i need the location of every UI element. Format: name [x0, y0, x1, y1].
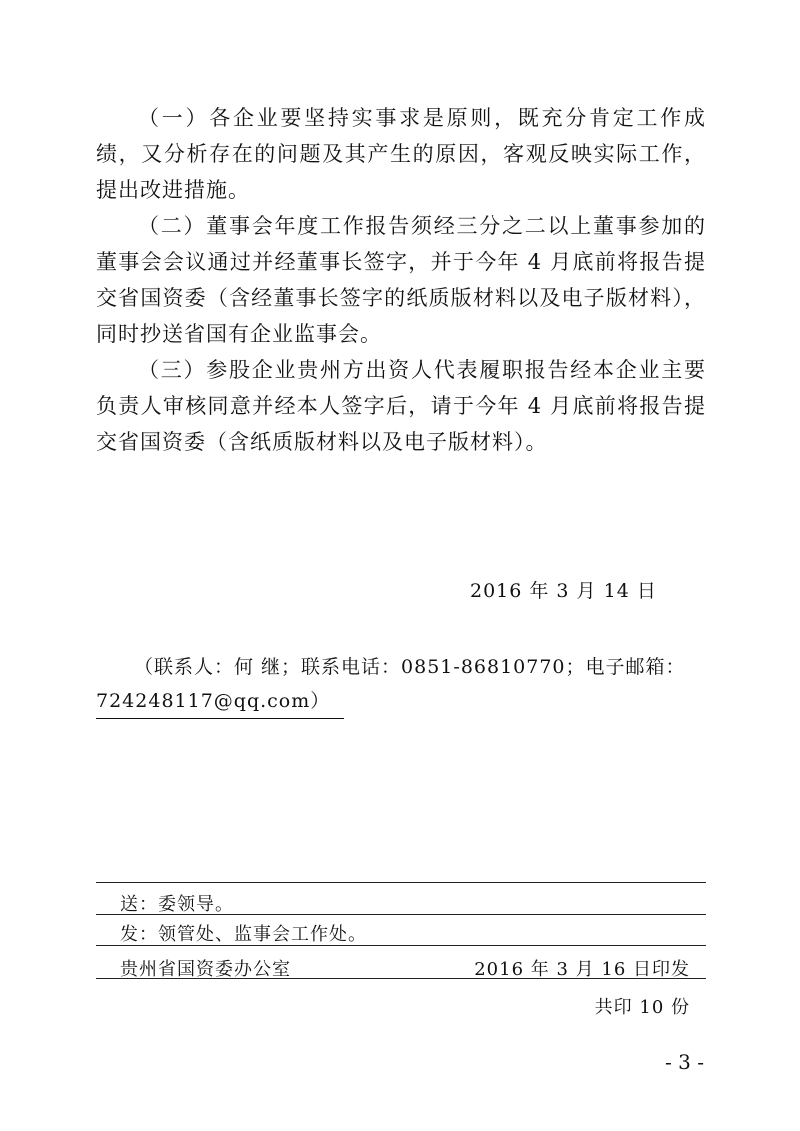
divider: [96, 945, 706, 946]
contact-line: （联系人：何 继；联系电话：0851-86810770；电子邮箱：: [134, 656, 686, 678]
paragraph-2: （二）董事会年度工作报告须经三分之二以上董事参加的董事会会议通过并经董事长签字，并于今年 4 月底前将报告提交省国资委（含经董事长签字的纸质版材料以及电子版材料），同时抄送省国有企业监事会。: [96, 214, 706, 346]
contact-info: [96, 650, 716, 719]
paragraph-3: （三）参股企业贵州方出资人代表履职报告经本企业主要负责人审核同意并经本人签字后，请于今年 4 月底前将报告提交省国资委（含纸质版材料以及电子版材料）。: [96, 358, 706, 454]
issue-date: 2016 年 3 月 16 日印发: [474, 959, 690, 980]
issuing-office: 贵州省国资委办公室: [120, 959, 291, 980]
divider: [96, 914, 706, 915]
paragraph-1: （一）各企业要坚持实事求是原则，既充分肯定工作成绩，又分析存在的问题及其产生的原因，客观反映实际工作，提出改进措施。: [96, 106, 706, 202]
issue-to: 发：领管处、监事会工作处。: [120, 924, 367, 945]
send-to: 送：委领导。: [120, 894, 234, 915]
page-number: - 3 -: [665, 1050, 704, 1074]
copy-count: 共印 10 份: [594, 997, 690, 1018]
bottom-rule: [96, 978, 706, 979]
body-text: [96, 100, 706, 460]
top-rule: [96, 882, 706, 883]
contact-email: 724248117@qq.com）: [96, 684, 344, 719]
document-date: 2016 年 3 月 14 日: [470, 580, 657, 602]
